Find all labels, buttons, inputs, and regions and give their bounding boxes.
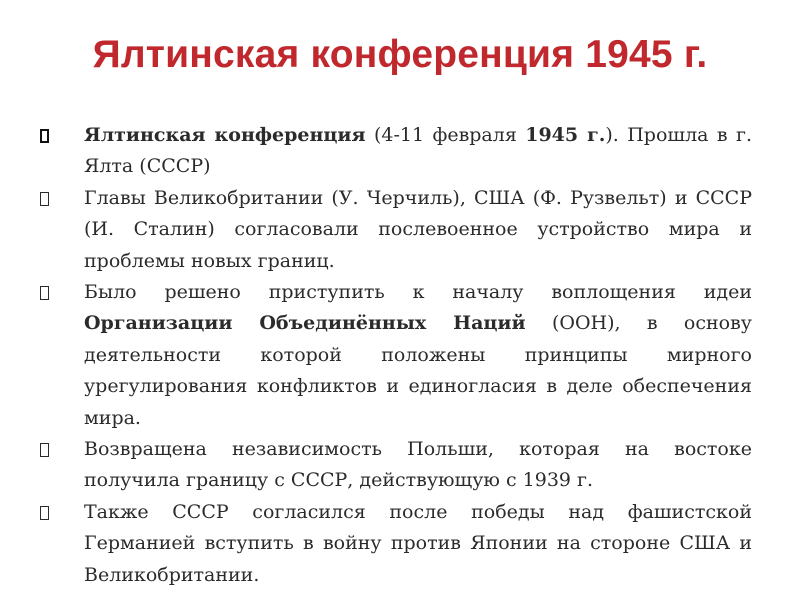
bullet-text: Возвращена независимость Польши, которая на востоке получила границу с СССР, действующую с 1939 г. — [84, 438, 752, 492]
bullet-text-bold: 1945 г. — [525, 124, 606, 146]
empty-square-bullet-icon — [40, 497, 60, 528]
empty-square-bullet-icon — [40, 434, 60, 465]
bullet-text: Было решено приступить к началу воплощения идеи — [84, 281, 752, 304]
bullet-item — [40, 120, 752, 183]
bullet-item — [40, 277, 752, 434]
bullet-item — [40, 183, 752, 277]
bullet-text: Главы Великобритании (У. Черчиль), США (Ф. Рузвельт) и СССР (И. Сталин) согласовали послевоенное устройство мира и проблемы новых границ. — [84, 186, 752, 272]
empty-square-bullet-icon — [40, 277, 60, 308]
bullet-text: (ООН), в основу деятельности которой положены принципы мирного урегулирования конфликтов и единогласия в деле обеспечения мира. — [84, 312, 752, 429]
empty-square-bullet-icon — [40, 183, 60, 214]
bullet-text: Также СССР согласился после победы над фашистской Германией вступить в войну против Японии на стороне США и Великобритании. — [84, 500, 752, 586]
bullet-text: (4-11 февраля — [365, 124, 526, 146]
bullet-item — [40, 434, 752, 497]
bullet-item — [40, 497, 752, 591]
bullet-list — [40, 120, 752, 591]
bullet-text: ). Прошла в г. Ялта (СССР) — [84, 124, 752, 178]
bullet-text-bold: Организации Объединённых Наций — [84, 312, 526, 335]
bullet-text-bold: Ялтинская конференция — [84, 124, 366, 146]
slide-title: Ялтинская конференция 1945 г. — [92, 33, 708, 76]
empty-square-bullet-icon — [40, 120, 60, 151]
